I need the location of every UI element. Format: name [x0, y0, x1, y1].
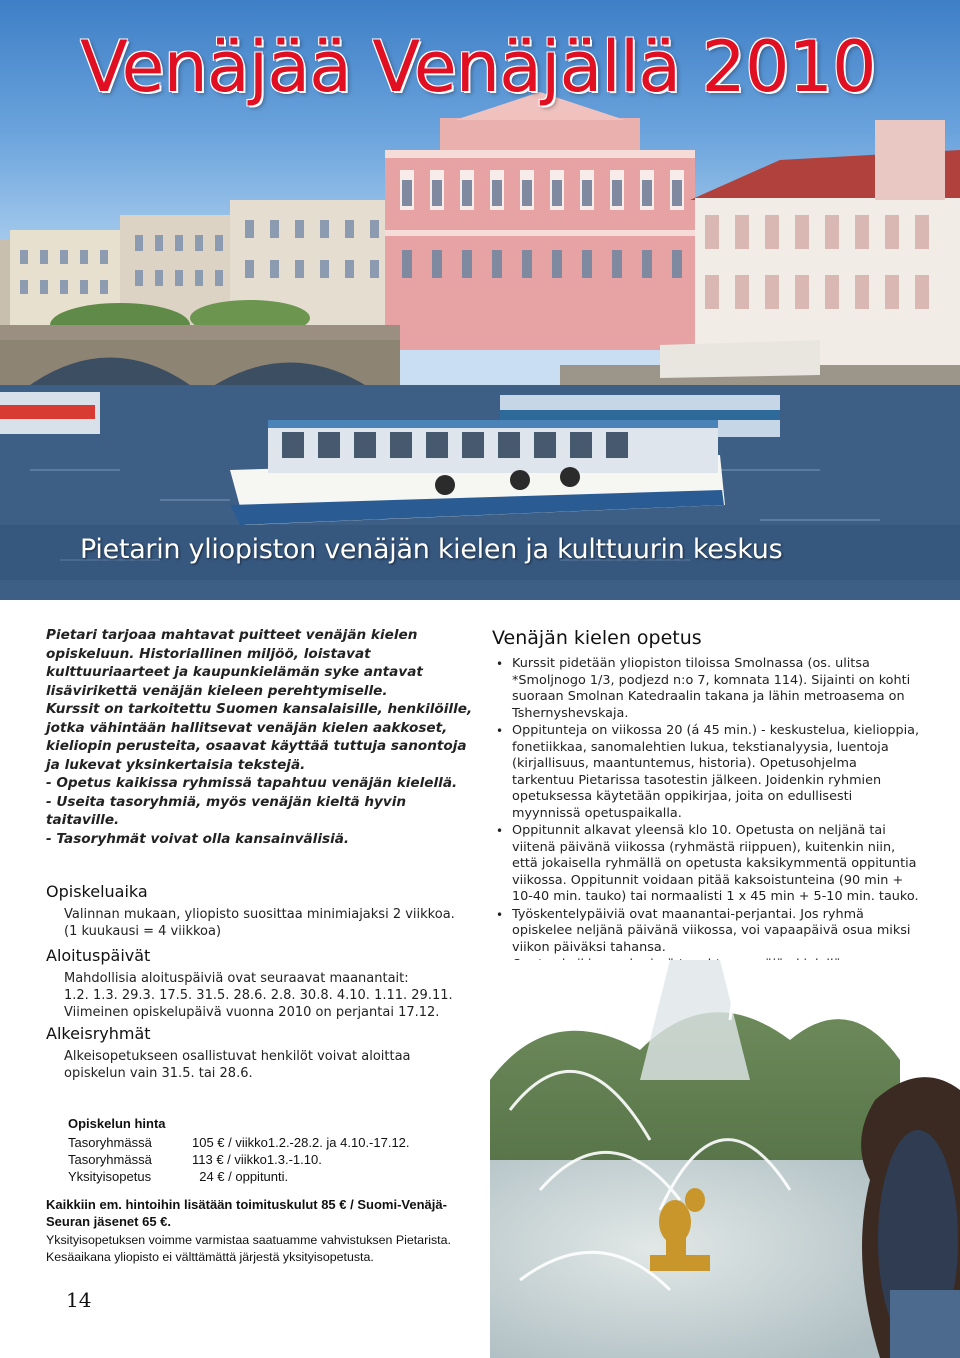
price-label: Tasoryhmässä: [68, 1152, 152, 1167]
section-heading: Opiskeluaika: [46, 882, 148, 901]
bullet-icon: •: [496, 824, 504, 838]
body-line: (1 kuukausi = 4 viikkoa): [64, 924, 222, 939]
page-title: Venäjää Venäjällä 2010: [80, 26, 876, 108]
body-line: Viimeinen opiskelupäivä vuonna 2010 on perjantai 17.12.: [64, 1005, 440, 1020]
section-heading: Alkeisryhmät: [46, 1024, 151, 1043]
bullet-icon: •: [496, 907, 504, 922]
intro-line: - Tasoryhmät voivat olla kansainvälisiä.: [46, 830, 350, 847]
price-label: Yksityisopetus: [68, 1169, 152, 1184]
price-row: [68, 1169, 288, 1184]
body-line: Alkeisopetukseen osallistuvat henkilöt voivat aloittaa opiskelun vain 31.5. tai 28.6.: [64, 1049, 411, 1081]
opetus-section: [492, 626, 922, 975]
bullet-icon: •: [496, 657, 504, 671]
price-heading: Opiskelun hinta: [68, 1116, 166, 1131]
intro-text: [46, 626, 474, 848]
fountain-illustration: [490, 960, 960, 1358]
price-value: 113 € / viikko1.3.-1.10.: [192, 1152, 322, 1167]
opetus-bullet-list: [492, 656, 922, 974]
section-aloituspaivat: [46, 946, 486, 1021]
price-fee-note: Kaikkiin em. hintoihin lisätään toimituskulut 85 € / Suomi-Venäjä-Seuran jäsenet 65 €.: [46, 1197, 447, 1229]
private-lessons-note: Yksityisopetuksen voimme varmistaa saatuamme vahvistuksen Pietarista. Kesäaikana yliopisto ei välttämättä järjestä yksityisopetusta.: [46, 1233, 451, 1264]
list-item: [492, 656, 922, 722]
body-line: Mahdollisia aloituspäiviä ovat seuraavat maanantait:: [64, 971, 409, 986]
list-item: [492, 723, 922, 822]
section-opiskeluaika: [46, 882, 486, 940]
list-item: [492, 823, 922, 906]
intro-line: - Opetus kaikissa ryhmissä tapahtuu venäjän kielellä.: [46, 775, 458, 791]
section-body: [64, 906, 486, 940]
body-line: 1.2. 1.3. 29.3. 17.5. 31.5. 28.6. 2.8. 30.8. 4.10. 1.11. 29.11.: [64, 988, 453, 1003]
section-heading: Aloituspäivät: [46, 946, 151, 965]
list-item-text: Työskentelypäiviä ovat maanantai-perjantai. Jos ryhmä opiskelee neljänä päivänä viikossa, voi vapaapäivä osua miksi viikon päiväksi tahansa.: [512, 906, 911, 955]
list-item-text: Oppitunteja on viikossa 20 (á 45 min.) - keskustelua, kielioppia, fonetiikkaa, sanomalehtien lukua, tekstianalyysia, luentoja (kirjallisuus, maantuntemus, historia). Opetusohjelma tarkentuu Pietarissa tasotestin jälkeen. Joidenkin ryhmien opetuksessa käytetään oppikirjaa, joita on edullisesti myynnissä opetuspaikalla.: [512, 723, 920, 821]
intro-paragraph: Kurssit on tarkoitettu Suomen kansalaisille, henkilöille, jotka vähintään hallitsevat venäjän kielen aakkoset, kieliopin perusteita, osaavat käyttää tuttuja sanontoja ja lukevat yksinkertaisia tekstejä.: [46, 701, 473, 773]
section-body: [64, 1048, 474, 1082]
intro-line: - Useita tasoryhmiä, myös venäjän kieltä hyvin taitaville.: [46, 793, 407, 828]
price-value: 105 € / viikko1.2.-28.2. ja 4.10.-17.12.: [192, 1135, 410, 1150]
page-subtitle: Pietarin yliopiston venäjän kielen ja kulttuurin keskus: [80, 534, 783, 565]
intro-paragraph: Pietari tarjoaa mahtavat puitteet venäjän kielen opiskeluun. Historiallinen miljöö, loistavat kulttuuriaarteet ja kaupunkielämän syke antavat lisävirikettä venäjän kieleen perehtymiselle.: [46, 627, 423, 699]
price-row: [68, 1135, 410, 1150]
bullet-icon: •: [496, 724, 504, 738]
list-item-text: Oppitunnit alkavat yleensä klo 10. Opetusta on neljänä tai viitenä päivänä viikossa (ryhmästä riippuen), kuitenkin niin, että jokaisella ryhmällä on opetusta kaksikymmentä oppituntia viikossa. Oppitunnit voidaan pitää kaksoistunteina (90 min + 10-40 min. tauko) tai normaalisti 1 x 45 min + 5-10 min. tauko.: [512, 823, 919, 904]
opetus-heading: Venäjän kielen opetus: [492, 627, 702, 649]
page-number: 14: [66, 1288, 92, 1312]
section-alkeisryhmat: [46, 1024, 486, 1082]
price-value: 24 € / oppitunti.: [192, 1169, 289, 1184]
body-line: Valinnan mukaan, yliopisto suosittaa minimiajaksi 2 viikkoa.: [64, 907, 455, 922]
list-item: [492, 907, 922, 957]
fountain-photo: [490, 960, 960, 1358]
header-photo: [0, 0, 960, 600]
list-item-text: Kurssit pidetään yliopiston tiloissa Smolnassa (os. ulitsa *Smoljnogo 1/3, podjezd n:o 7, komnata 114). Sijainti on kohti suoraan Smolnan Katedraalin takana ja lähin metroasema on Tshernyshevskaja.: [512, 656, 911, 721]
price-box: [46, 1110, 480, 1190]
price-row: [68, 1152, 322, 1167]
section-body: [64, 970, 486, 1021]
price-label: Tasoryhmässä: [68, 1135, 152, 1150]
